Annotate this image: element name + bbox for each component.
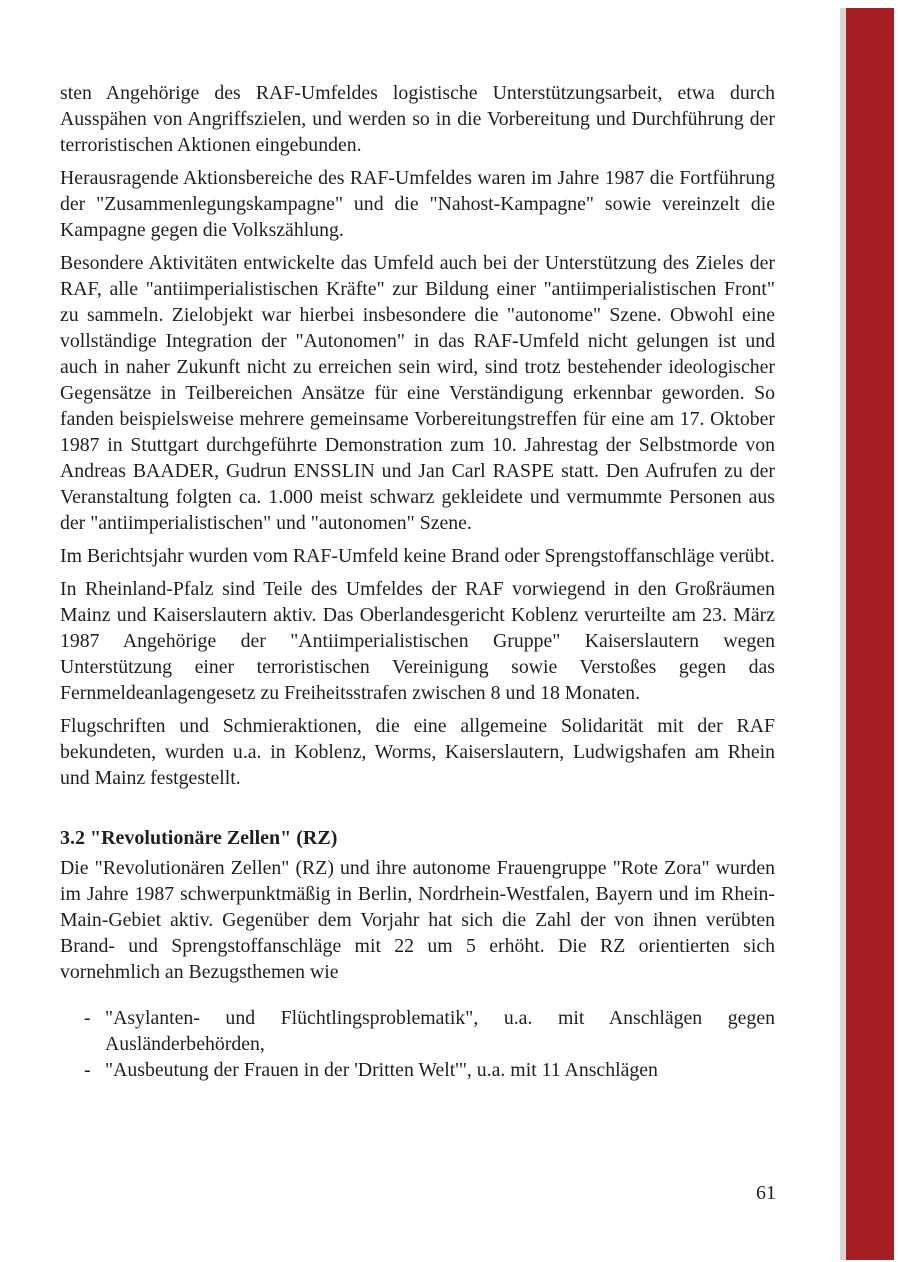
paragraph-2: Herausragende Aktionsbereiche des RAF-Umfeldes waren im Jahre 1987 die Fortführung der "Zusammenlegungskampagne" und die "Nahost-Kampagne" sowie vereinzelt die Kampagne gegen die Volkszählung. — [60, 167, 775, 241]
list-dash: - — [84, 1007, 91, 1029]
paragraph-5: In Rheinland-Pfalz sind Teile des Umfeldes der RAF vorwiegend in den Großräumen Mainz und Kaiserslautern aktiv. Das Oberlandesgericht Koblenz verurteilte am 23. März 1987 Angehörige der "Antiimperialistischen Gruppe" Kaiserslautern wegen Unterstützung einer terroristischen Vereinigung sowie Verstoßes gegen das Fernmeldeanlagengesetz zu Freiheitsstrafen zwischen 8 und 18 Monaten. — [60, 578, 775, 704]
paragraph-6: Flugschriften und Schmieraktionen, die eine allgemeine Solidarität mit der RAF bekundeten, wurden u.a. in Koblenz, Worms, Kaiserslautern, Ludwigshafen am Rhein und Mainz festgestellt. — [60, 715, 775, 789]
list-item — [60, 1005, 775, 1057]
paragraph-3: Besondere Aktivitäten entwickelte das Umfeld auch bei der Unterstützung des Zieles der RAF, alle "antiimperialistischen Kräfte" zur Bildung einer "antiimperialistischen Front" zu sammeln. Zielobjekt war hierbei insbesondere die "autonome" Szene. Obwohl eine vollständige Integration der "Autonomen" in das RAF-Umfeld nicht gelungen ist und auch in naher Zukunft nicht zu erreichen sein wird, sind trotz bestehender ideologischer Gegensätze in Teilbereichen Ansätze für eine Verständigung erkennbar geworden. So fanden beispielsweise mehrere gemeinsame Vorbereitungstreffen für eine am 17. Oktober 1987 in Stuttgart durchgeführte Demonstration zum 10. Jahrestag der Selbstmorde von Andreas BAADER, Gudrun ENSSLIN und Jan Carl RASPE statt. Den Aufrufen zu der Veranstaltung folgten ca. 1.000 meist schwarz gekleidete und vermummte Personen aus der "antiimperialistischen" und "autonomen" Szene. — [60, 252, 775, 534]
section-heading: 3.2 "Revolutionäre Zellen" (RZ) — [60, 827, 338, 849]
red-edge-strip — [846, 8, 894, 1260]
document-page — [60, 80, 775, 1083]
topic-list — [60, 1005, 775, 1083]
list-item — [60, 1057, 775, 1083]
list-item-text: "Asylanten- und Flüchtlingsproblematik", u.a. mit Anschlägen gegen Ausländerbehörden, — [105, 1007, 775, 1055]
paragraph-1: sten Angehörige des RAF-Umfeldes logistische Unterstützungsarbeit, etwa durch Ausspähen von Angriffszielen, und werden so in die Vorbereitung und Durchführung der terroristischen Aktionen eingebunden. — [60, 82, 775, 156]
page-number: 61 — [756, 1182, 776, 1204]
list-item-text: "Ausbeutung der Frauen in der 'Dritten Welt'", u.a. mit 11 Anschlägen — [105, 1059, 658, 1081]
section-intro: Die "Revolutionären Zellen" (RZ) und ihre autonome Frauengruppe "Rote Zora" wurden im Jahre 1987 schwerpunktmäßig in Berlin, Nordrhein-Westfalen, Bayern und im Rhein-Main-Gebiet aktiv. Gegenüber dem Vorjahr hat sich die Zahl der von ihnen verübten Brand- und Sprengstoffanschläge mit 22 um 5 erhöht. Die RZ orientierten sich vornehmlich an Bezugsthemen wie — [60, 857, 775, 983]
list-dash: - — [84, 1059, 91, 1081]
paragraph-4: Im Berichtsjahr wurden vom RAF-Umfeld keine Brand oder Sprengstoffanschläge verübt. — [60, 545, 775, 567]
